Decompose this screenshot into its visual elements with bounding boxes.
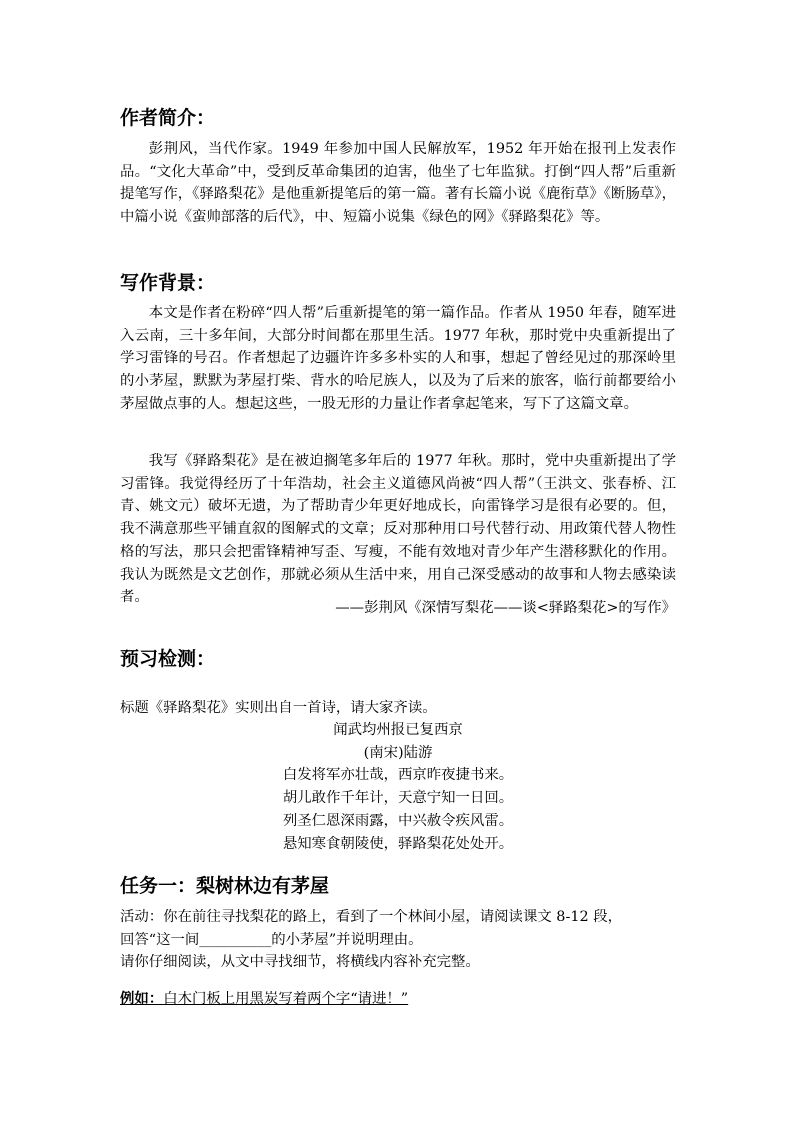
background-paragraph-1: 本文是作者在粉碎“四人帮”后重新提笔的第一篇作品。作者从 1950 年春，随军进入云南，三十多年间，大部分时间都在那里生活。1977 年秋，那时党中央重新提出了学习雷锋的号召。作者想起了边疆许许多多朴实的人和事，想起了曾经见过的那深岭里的小茅屋，默默为茅屋打柴、背水的哈尼族人，以及为了后来的旅客，临行前都要给小茅屋做点事的人。想起这些，一股无形的力量让作者拿起笔来，写下了这篇文章。 <box>120 305 676 412</box>
poem-author: (南宋)陆游 <box>363 744 433 761</box>
task1-example <box>120 988 408 1011</box>
poem-line: 列圣仁恩深雨露，中兴赦令疾风雷。 <box>282 812 514 829</box>
task1-instruction: 请你仔细阅读，从文中寻找细节，将横线内容补充完整。 <box>120 954 480 970</box>
poem-line: 白发将军亦壮哉，西京昨夜捷书来。 <box>282 767 514 784</box>
preview-intro: 标题《驿路梨花》实则出自一首诗，请大家齐读。 <box>120 700 437 716</box>
poem-line: 悬知寒食朝陵使，驿路梨花处处开。 <box>282 835 514 852</box>
example-label: 例如： <box>120 990 164 1007</box>
example-text: 白木门板上用黑炭写着两个字“请进！” <box>163 991 409 1007</box>
poem-line: 胡儿敢作千年计，天意宁知一日回。 <box>282 790 514 807</box>
background-attribution: ——彭荆风《深情写梨花——谈<驿路梨花>的写作》 <box>335 600 676 616</box>
task1-heading: 任务一：梨树林边有茅屋 <box>120 875 330 897</box>
author-intro-paragraph: 彭荆风，当代作家。1949 年参加中国人民解放军，1952 年开始在报刊上发表作品。“文化大革命”中，受到反革命集团的迫害，他坐了七年监狱。打倒“四人帮”后重新提笔写作，《驿路梨花》是他重新提笔后的第一篇。著有长篇小说《鹿衔草》《断肠草》，中篇小说《蛮帅部落的后代》，中、短篇小说集《绿色的网》《驿路梨花》等。 <box>120 141 676 226</box>
poem <box>120 719 676 855</box>
preview-heading: 预习检测： <box>120 648 216 670</box>
author-intro-heading: 作者简介： <box>120 107 216 129</box>
task1-activity-line-2: 回答“这一间__________的小茅屋”并说明理由。 <box>120 932 423 948</box>
background-heading: 写作背景： <box>120 272 216 294</box>
background-paragraph-2: 我写《驿路梨花》是在被迫搁笔多年后的 1977 年秋。那时，党中央重新提出了学习雷锋。我觉得经历了十年浩劫，社会主义道德风尚被“四人帮”（王洪文、张春桥、江青、姚文元）破坏无遗，为了帮助青少年更好地成长，向雷锋学习是很有必要的。但，我不满意那些平铺直叙的图解式的文章；反对那种用口号代替行动、用政策代替人物性格的写法，那只会把雷锋精神写歪、写瘦，不能有效地对青少年产生潜移默化的作用。我认为既然是文艺创作，那就必须从生活中来，用自己深受感动的故事和人物去感染读者。 <box>120 453 676 606</box>
task1-activity-line-1: 活动：你在前往寻找梨花的路上，看到了一个林间小屋，请阅读课文 8-12 段， <box>120 909 622 925</box>
poem-title: 闻武均州报已复西京 <box>333 722 463 738</box>
